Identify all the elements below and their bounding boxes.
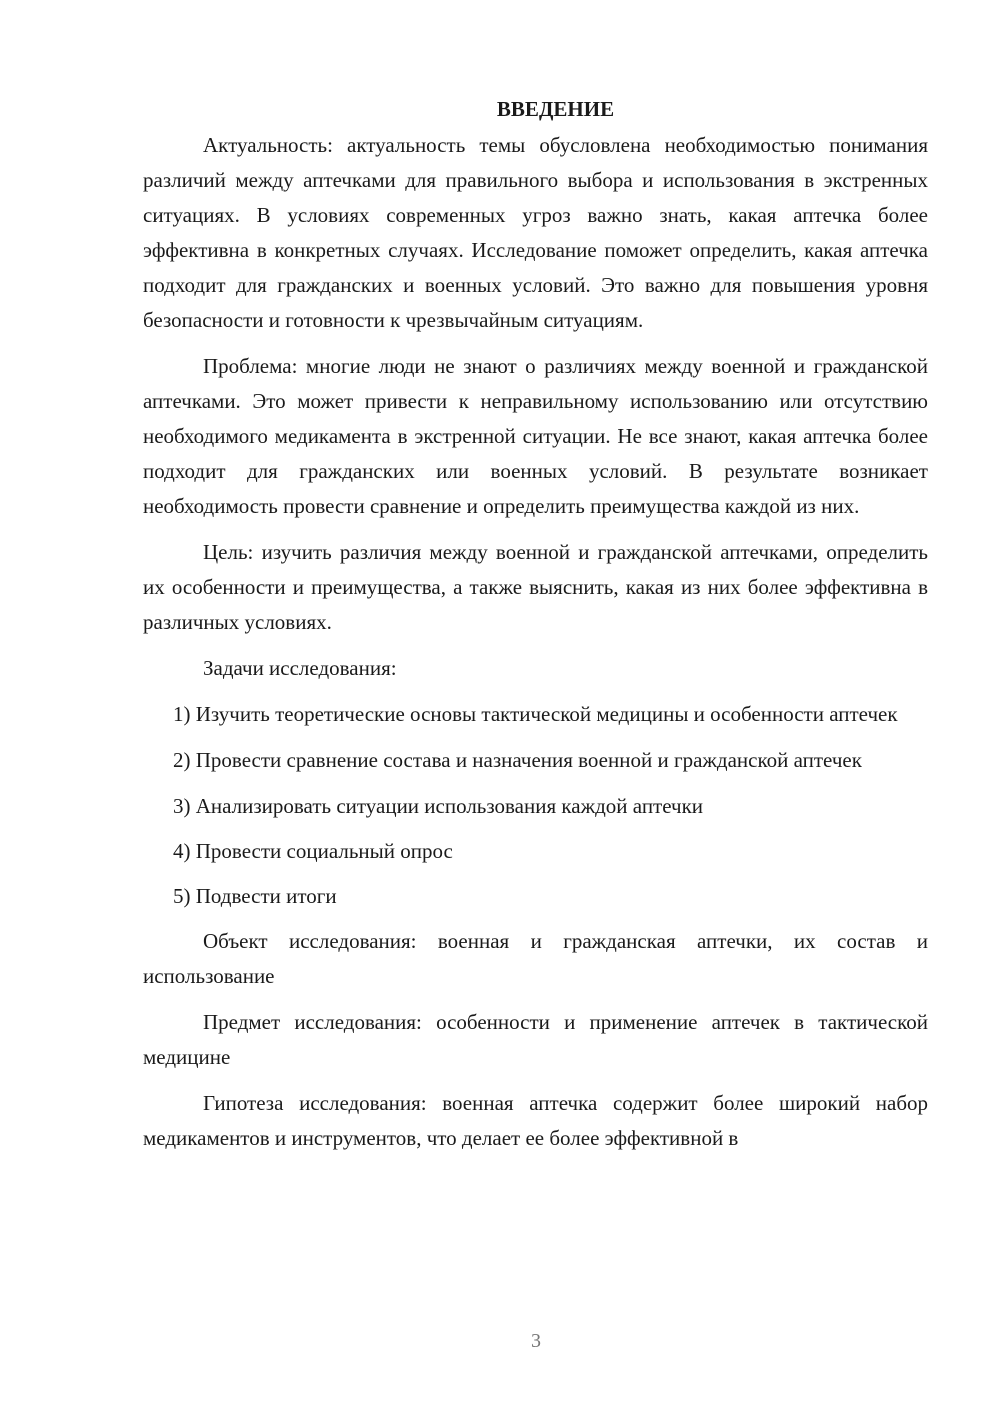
problem-paragraph: Проблема: многие люди не знают о различиях между военной и гражданской аптечками. Это может привести к неправильному использованию или отсутствию необходимого медикамента в экстренной ситуации. Не все знают, какая аптечка более подходит для гражданских или военных условий. В результате возникает необходимость провести сравнение и определить преимущества каждой из них. <box>143 354 928 518</box>
task-item: 2) Провести сравнение состава и назначения военной и гражданской аптечек <box>173 748 862 772</box>
section-title: ВВЕДЕНИЕ <box>496 97 615 121</box>
goal-paragraph: Цель: изучить различия между военной и гражданской аптечками, определить их особенности и преимущества, а также выяснить, какая из них более эффективна в различных условиях. <box>143 540 928 634</box>
object-paragraph: Объект исследования: военная и гражданская аптечки, их состав и использование <box>143 929 928 988</box>
relevance-paragraph: Актуальность: актуальность темы обусловлена необходимостью понимания различий между аптечками для правильного выбора и использования в экстренных ситуациях. В условиях современных угроз важно знать, какая аптечка более эффективна в конкретных случаях. Исследование поможет определить, какая аптечка подходит для гражданских и военных условий. Это важно для повышения уровня безопасности и готовности к чрезвычайным ситуациям. <box>143 133 928 332</box>
hypothesis-paragraph: Гипотеза исследования: военная аптечка содержит более широкий набор медикаментов и инструментов, что делает ее более эффективной в <box>143 1091 928 1150</box>
document-page <box>143 92 928 1322</box>
page-number: 3 <box>531 1330 541 1352</box>
task-item: 5) Подвести итоги <box>173 884 337 908</box>
task-item: 1) Изучить теоретические основы тактической медицины и особенности аптечек <box>173 702 898 726</box>
subject-paragraph: Предмет исследования: особенности и применение аптечек в тактической медицине <box>143 1010 928 1069</box>
task-item: 3) Анализировать ситуации использования каждой аптечки <box>173 794 704 818</box>
task-item: 4) Провести социальный опрос <box>173 839 453 863</box>
tasks-heading: Задачи исследования: <box>203 656 397 680</box>
